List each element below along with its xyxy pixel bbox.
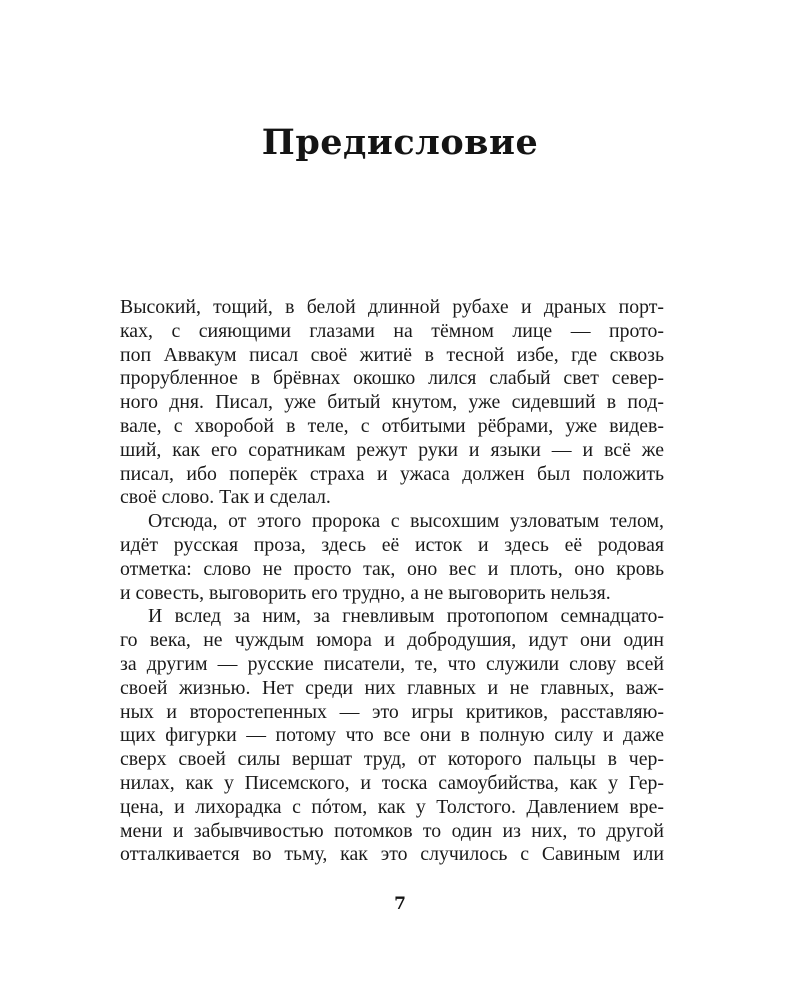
text-line: нилах, как у Писемского, и тоска самоубийства, как у Гер- [120, 771, 664, 794]
text-line: прорубленное в брёвнах окошко лился слабый свет север- [120, 367, 664, 390]
text-line: сверх своей силы вершат труд, от которого пальцы в чер- [120, 748, 664, 771]
text-line: идёт русская проза, здесь её исток и здесь её родовая [120, 533, 664, 556]
text-line: за другим — русские писатели, те, что служили слову всей [120, 652, 664, 675]
chapter-title: Предисловие [261, 122, 539, 163]
text-line: И вслед за ним, за гневливым протопопом семнадцато- [148, 605, 664, 628]
text-line: писал, ибо поперёк страха и ужаса должен был положить [120, 462, 664, 485]
text-line: щих фигурки — потому что все они в полную силу и даже [120, 724, 664, 747]
body-text [120, 296, 664, 867]
text-line: своей жизнью. Нет среди них главных и не главных, важ- [120, 676, 664, 699]
text-line: ках, с сияющими глазами на тёмном лице — прото- [120, 319, 664, 342]
text-line: отметка: слово не просто так, оно вес и плоть, оно кровь [120, 557, 664, 580]
text-line: мени и забывчивостью потомков то один из них, то другой [120, 819, 664, 842]
text-line: Высокий, тощий, в белой длинной рубахе и драных порт- [120, 296, 664, 318]
text-line: ший, как его соратникам режут руки и языки — и всё же [120, 438, 664, 461]
text-line: Отсюда, от этого пророка с высохшим узловатым телом, [148, 510, 664, 533]
page-number: 7 [394, 894, 406, 914]
text-line: ного дня. Писал, уже битый кнутом, уже сидевший в под- [120, 391, 664, 414]
text-line: вале, с хворобой в теле, с отбитыми рёбрами, уже видев- [120, 414, 664, 437]
text-line: и совесть, выговорить его трудно, а не выговорить нельзя. [120, 581, 611, 604]
text-line: го века, не чуждым юмора и добродушия, идут они один [120, 629, 664, 652]
text-line: поп Аввакум писал своё житиё в тесной избе, где сквозь [120, 343, 664, 366]
text-line: своё слово. Так и сделал. [120, 486, 331, 509]
text-line: цена, и лихорадка с пóтом, как у Толстого. Давлением вре- [120, 795, 664, 818]
text-line: отталкивается во тьму, как это случилось с Савиным или [120, 843, 664, 866]
text-line: ных и второстепенных — это игры критиков, расставляю- [120, 700, 664, 723]
